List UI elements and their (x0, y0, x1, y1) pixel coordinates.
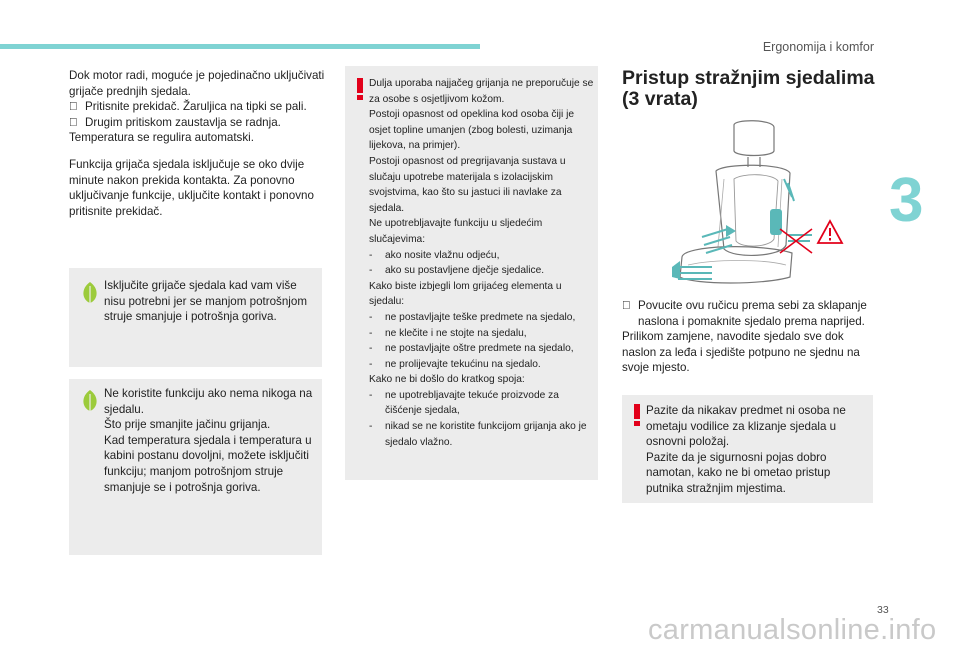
bullet-item: Pritisnite prekidač. Žaruljica na tipki se pali. (85, 100, 307, 114)
heating-warning-text: Dulja uporaba najjačeg grijanja ne preporučuje se za osobe s osjetljivom kožom. Postoji opasnost od opeklina kod osoba čiji je osjet topline umanjen (zbog bolesti, uzimanja lijekova, na primjer). Postoji opasnost od pregrijavanja sustava u slučaju upotrebe materijala s izolacijskim svojstvima, kao što su jastuci ili navlake za sjedala. Ne upotrebljavajte funkciju u sljedećim slučajevima: - ako nosite vlažnu odjeću, - ako su postavljene dječje sjedalice. Kako biste izbjegli lom grijaćeg elementa u sjedalu: - ne postavljajte teške predmete na sjedalo, - ne klečite i ne stojte na sjedalu, - ne postavljajte oštre predmete na sjedalo, - ne prolijevajte tekućinu na sjedalo. Kako ne bi došlo do kratkog spoja: - ne upotrebljavajte tekuće proizvode za čišćenje sjedala, - nikad se ne koristite funkcijom grijanja ako je sjedalo vlažno. (369, 76, 595, 450)
exclamation-icon (353, 77, 367, 101)
column-heated-seats (69, 68, 331, 219)
eco-tip-box (69, 379, 322, 555)
seat-illustration (664, 117, 844, 289)
section-title: Ergonomija i komfor (762, 40, 874, 54)
bullet-item: Drugim pritiskom zaustavlja se radnja. (85, 115, 281, 129)
eco-tip-box (69, 268, 322, 367)
rear-access-instructions: Povucite ovu ručicu prema sebi za sklapanje naslona i pomaknite sjedalo prema naprijed. Prilikom zamjene, navodite sjedalo sve dok naslon za leđa i sjedište potpuno ne sjednu na svoje mjesto. (622, 298, 877, 376)
page-number: 33 (877, 604, 889, 616)
heated-seats-instructions: Dok motor radi, moguće je pojedinačno uključivati grijače prednjih sjedala. Pritisnite prekidač. Žaruljica na tipki se pali. Drugim pritiskom zaustavlja se radnja. Temperatura se regulira automatski. (69, 68, 331, 146)
rear-warning-text: Pazite da nikakav predmet ni osoba ne ometaju vodilice za klizanje sjedala u osnovni položaj. Pazite da je sigurnosni pojas dobro namotan, kako ne bi ometao pristup putnika stražnjim mjestima. (646, 404, 846, 495)
heating-warning-box (345, 66, 598, 480)
leaf-icon (79, 388, 101, 414)
exclamation-icon (630, 403, 644, 427)
bullet-item: Povucite ovu ručicu prema sebi za sklapanje naslona i pomaknite sjedalo prema naprijed. (638, 299, 867, 328)
leaf-icon (79, 280, 101, 306)
rear-warning-box (622, 395, 873, 503)
list-item: - ako nosite vlažnu odjeću, (369, 249, 500, 261)
list-item: - ne upotrebljavajte tekuće proizvode za čišćenje sjedala, (369, 389, 559, 417)
heated-seats-auto-off: Funkcija grijača sjedala isključuje se oko dvije minute nakon prekida kontakta. Za ponovno uključivanje funkcije, uključite kontakt i ponovno pritisnite prekidač. (69, 157, 314, 218)
list-item: - ne postavljajte oštre predmete na sjedalo, (369, 343, 574, 355)
rear-access-title: Pristup stražnjim sjedalima (3 vrata) (622, 67, 875, 110)
list-item: - ne postavljajte teške predmete na sjedalo, (369, 311, 576, 323)
list-item: - ako su postavljene dječje sjedalice. (369, 265, 545, 277)
chapter-number: 3 (889, 166, 924, 235)
watermark: carmanualsonline.info (648, 614, 937, 646)
eco-tip-text: Ne koristite funkciju ako nema nikoga na sjedalu. Što prije smanjite jačinu grijanja. Kad temperatura sjedala i temperatura u kabini postanu dovoljni, možete isključiti funkciju; manjom potrošnjom struje smanjuje se i potrošnja goriva. (104, 387, 313, 494)
eco-tip-text: Isključite grijače sjedala kad vam više nisu potrebni jer se manjom potrošnjom struje smanjuje i potrošnja goriva. (104, 279, 307, 324)
list-item: - ne klečite i ne stojte na sjedalu, (369, 327, 527, 339)
list-item: - ne prolijevajte tekućinu na sjedalo. (369, 358, 541, 370)
header-accent-bar (0, 44, 480, 49)
list-item: - nikad se ne koristite funkcijom grijanja ako je sjedalo vlažno. (369, 421, 587, 448)
